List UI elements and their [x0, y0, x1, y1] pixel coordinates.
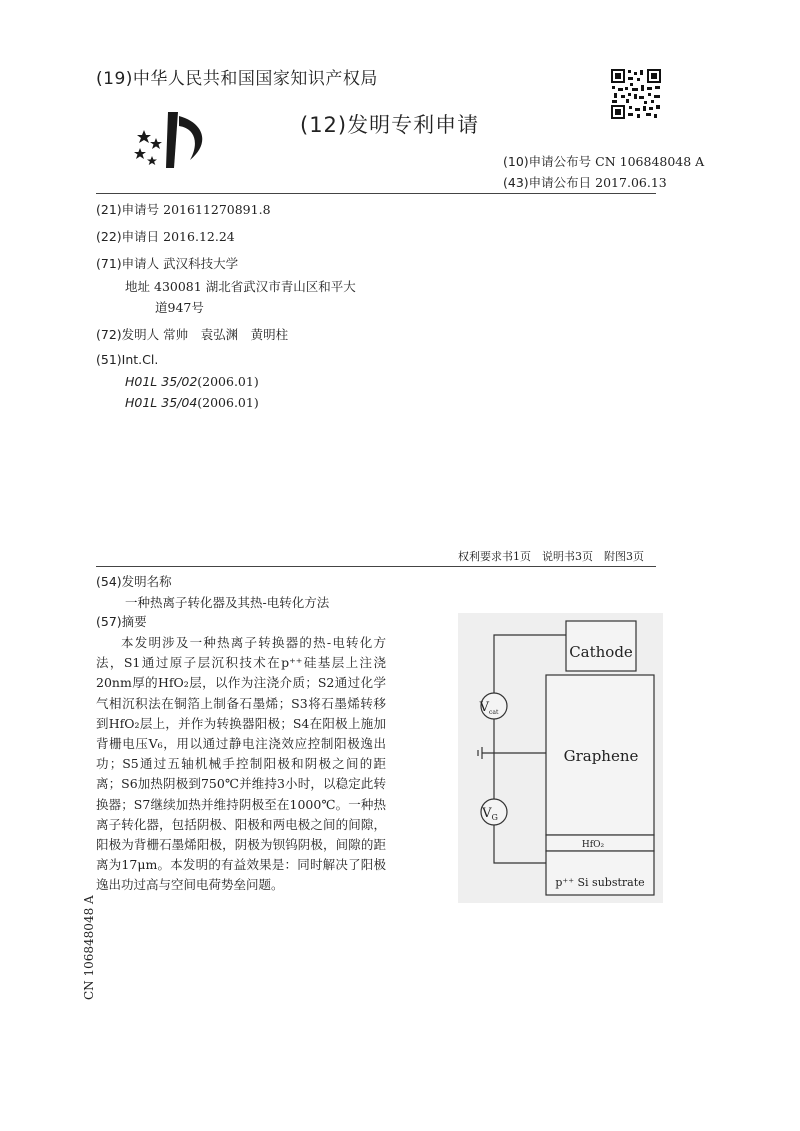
side-publication-id: CN 106848048 A [82, 895, 96, 1000]
publication-date: (43)申请公布日 2017.06.13 [503, 175, 667, 190]
vg-label: $V_G$ [482, 806, 498, 822]
vcat-label: $V_{cat}$ [479, 700, 499, 716]
ipc-class-2: H01L 35/04(2006.01) [125, 395, 259, 410]
invention-title: 一种热离子转化器及其热-电转化方法 [125, 595, 330, 610]
applicant: (71)申请人 武汉科技大学 [96, 256, 239, 271]
application-number: (21)申请号 201611270891.8 [96, 202, 271, 217]
application-date: (22)申请日 2016.12.24 [96, 229, 235, 244]
graphene-label: Graphene [563, 747, 639, 765]
publication-number: (10)申请公布号 CN 106848048 A [503, 154, 705, 169]
cathode-label: Cathode [569, 643, 633, 661]
abstract-text: 本发明涉及一种热离子转换器的热-电转化方法，S1通过原子层沉积技术在p⁺⁺硅基层上注浇20nm厚的HfO₂层，以作为注浇介质；S2通过化学气相沉积法在铜箔上制备石墨烯；S3将石墨烯转移到HfO₂层上，并作为转换器阳极；S4在阳极上施加背栅电压V₆，用以通过静电注浇效应控制阳极逸出功；S5通过五轴机械手控制阳极和阴极之间的距离；S6加热阴极到750℃并维持3小时，以稳定此转换器；S7继续加热并维持阴极至在1000℃。一种热离子转化器，包括阴极、阳极和两电极之间的间隙，阳极为背栅石墨烯阳极，阴极为钡钨阴极，间隙的距离为17μm。本发明的有益效果是：同时解决了阳极逸出功过高与空间电荷势垒问题。 [96, 635, 386, 893]
address-line-2: 道947号 [155, 300, 204, 315]
page-counts: 权利要求书1页 说明书3页 附图3页 [458, 550, 644, 563]
ipc-class-1: H01L 35/02(2006.01) [125, 374, 259, 389]
abstract-label: (57)摘要 [96, 614, 147, 629]
document-type: (12)发明专利申请 [300, 113, 480, 137]
address-line-1: 地址 430081 湖北省武汉市青山区和平大 [125, 279, 356, 294]
hfo2-label: HfO₂ [581, 840, 605, 850]
int-cl-label: (51)Int.Cl. [96, 352, 159, 367]
abstract-figure [458, 613, 663, 903]
inventors: (72)发明人 常帅 袁弘渊 黄明柱 [96, 327, 289, 342]
office-title: (19)中华人民共和国国家知识产权局 [96, 69, 378, 89]
header-divider [96, 193, 656, 194]
middle-divider [96, 566, 656, 567]
invention-title-label: (54)发明名称 [96, 574, 172, 589]
qr-code-icon [610, 68, 662, 120]
substrate-label: p⁺⁺ Si substrate [555, 876, 645, 889]
cnipa-logo-icon [130, 108, 220, 174]
